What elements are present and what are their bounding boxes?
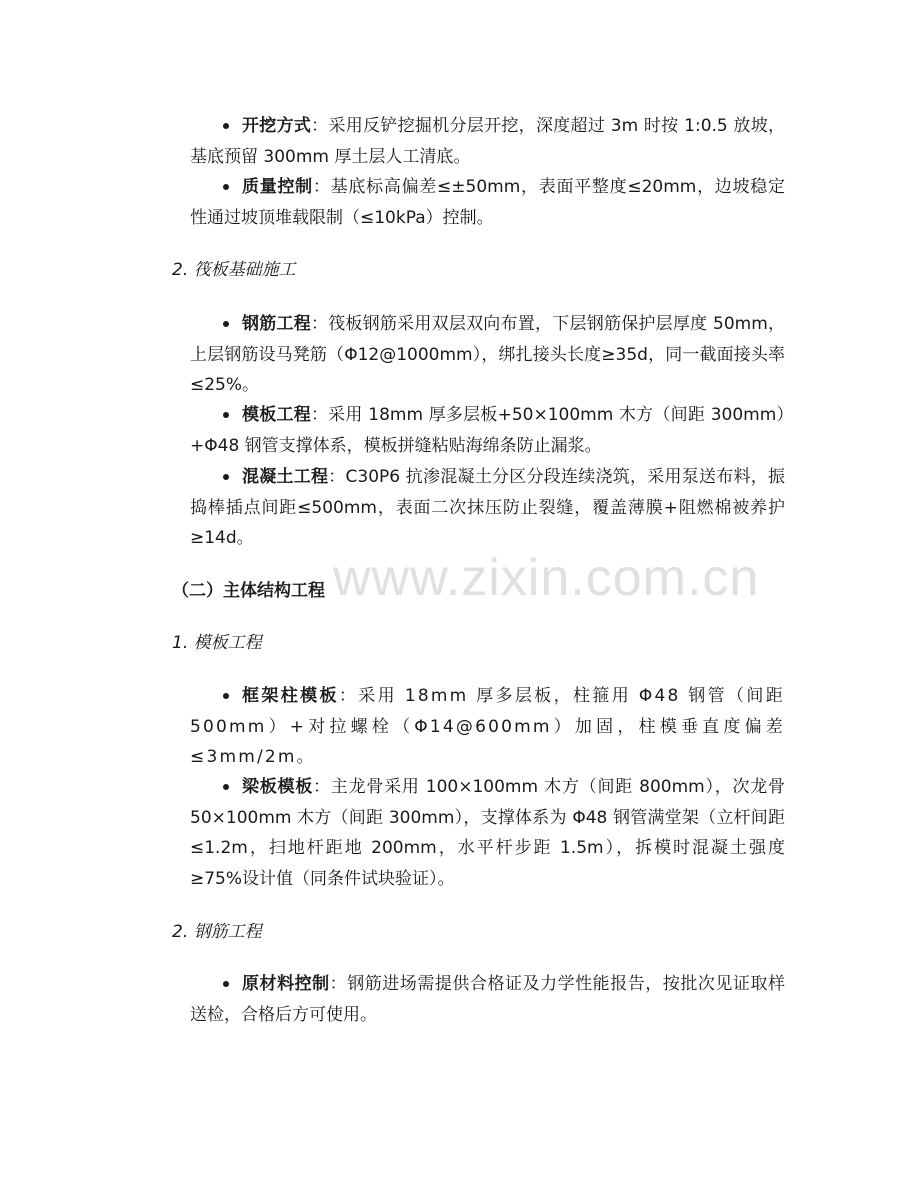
bullet-quality-control (190, 172, 785, 233)
bullet-text: ：筏板钢筋采用双层双向布置，下层钢筋保护层厚度 50mm，上层钢筋设马凳筋（Φ12@1000mm），绑扎接头长度≥35d，同一截面接头率≤25%。 (190, 314, 786, 395)
bullet-dot-icon (223, 184, 229, 190)
bullet-term: 梁板模板 (242, 777, 314, 797)
bullet-text: ：钢筋进场需提供合格证及力学性能报告，按批次见证取样送检，合格后方可使用。 (190, 974, 786, 1025)
bullet-rebar-works (190, 309, 785, 401)
bullet-text: ：主龙骨采用 100×100mm 木方（间距 800mm），次龙骨 50×100mm 木方（间距 300mm），支撑体系为 Φ48 钢管满堂架（立杆间距≤1.2m，扫地杆距地 200mm，水平杆步距 1.5m），拆模时混凝土强度≥75%设计值（同条件试块验证）。 (190, 777, 786, 889)
bullet-column-formwork (190, 681, 785, 773)
bullet-formwork-works (190, 400, 785, 461)
bullet-term: 模板工程 (242, 405, 311, 425)
bullet-concrete-works (190, 462, 785, 554)
section-heading-main-structure: （二）主体结构工程 (172, 581, 325, 601)
bullet-term: 质量控制 (242, 177, 313, 197)
bullet-beam-slab-formwork (190, 772, 785, 894)
bullet-dot-icon (223, 474, 229, 480)
bullet-dot-icon (223, 693, 229, 699)
bullet-text: ：基底标高偏差≤±50mm，表面平整度≤20mm，边坡稳定性通过坡顶堆载限制（≤10kPa）控制。 (190, 177, 785, 228)
subheading-raft-foundation: 2. 筏板基础施工 (172, 260, 296, 280)
bullet-dot-icon (223, 784, 229, 790)
bullet-text: ：C30P6 抗渗混凝土分区分段连续浇筑，采用泵送布料，振捣棒插点间距≤500mm，表面二次抹压防止裂缝，覆盖薄膜+阻燃棉被养护≥14d。 (190, 467, 786, 548)
bullet-term: 钢筋工程 (242, 314, 311, 334)
bullet-text: ：采用 18mm 厚多层板+50×100mm 木方（间距 300mm）+Φ48 钢管支撑体系，模板拼缝粘贴海绵条防止漏浆。 (190, 405, 786, 456)
bullet-dot-icon (223, 981, 229, 987)
bullet-dot-icon (223, 321, 229, 327)
subheading-rebar: 2. 钢筋工程 (172, 922, 262, 942)
bullet-term: 框架柱模板 (242, 686, 339, 706)
bullet-text: ：采用反铲挖掘机分层开挖，深度超过 3m 时按 1:0.5 放坡，基底预留 300mm 厚土层人工清底。 (190, 116, 786, 167)
bullet-text: ：采用 18mm 厚多层板，柱箍用 Φ48 钢管（间距 500mm）+对拉螺栓（Φ14@600mm）加固，柱模垂直度偏差≤3mm/2m。 (190, 686, 786, 767)
bullet-term: 混凝土工程 (242, 467, 329, 487)
bullet-dot-icon (223, 123, 229, 129)
bullet-excavation-method (190, 111, 785, 172)
subheading-formwork: 1. 模板工程 (172, 633, 262, 653)
bullet-dot-icon (223, 412, 229, 418)
watermark: www.zixin.com.cn (333, 549, 760, 607)
bullet-term: 开挖方式 (242, 116, 312, 136)
bullet-term: 原材料控制 (242, 974, 330, 994)
bullet-raw-material-control (190, 969, 785, 1030)
